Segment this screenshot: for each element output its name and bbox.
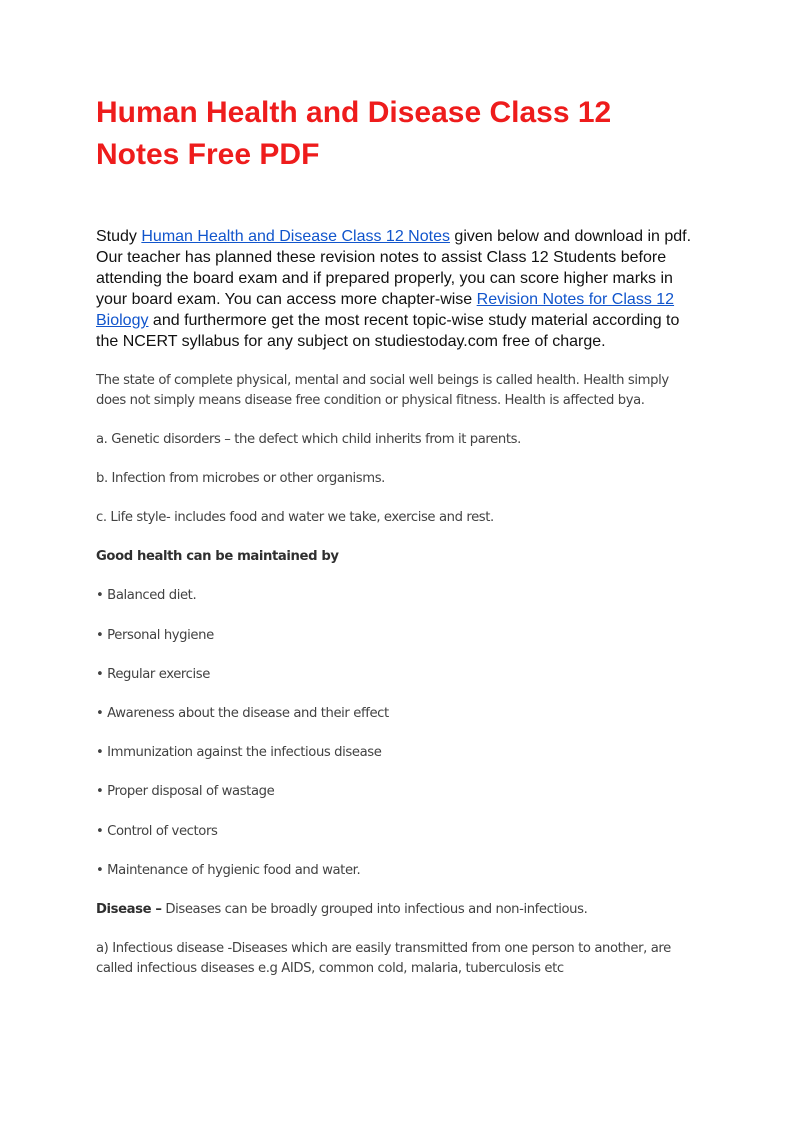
good-health-item: • Balanced diet.	[96, 588, 197, 604]
factor-item: b. Infection from microbes or other organisms.	[96, 470, 385, 486]
factor-item: a. Genetic disorders – the defect which child inherits from it parents.	[96, 431, 521, 447]
notes-body	[96, 371, 696, 978]
good-health-item: • Maintenance of hygienic food and water.	[96, 862, 361, 878]
good-health-heading	[96, 547, 696, 567]
good-health-item: • Control of vectors	[96, 823, 218, 839]
disease-paragraph	[96, 900, 696, 920]
intro-text-2: given below and download in pdf. Our teacher has planned these revision notes to assist Class 12 Students before attending the board exam and if prepared properly, you can score higher marks in your board exam. You can access more chapter-wise	[96, 228, 692, 308]
page-title: Human Health and Disease Class 12 Notes Free PDF	[96, 96, 612, 171]
good-health-item: • Personal hygiene	[96, 627, 214, 643]
intro-text-3: and furthermore get the most recent topic-wise study material according to the NCERT syllabus for any subject on studiestoday.com free of charge.	[96, 312, 680, 350]
good-health-item: • Regular exercise	[96, 666, 210, 682]
infectious-disease-paragraph: a) Infectious disease -Diseases which are easily transmitted from one person to another, are called infectious diseases e.g AIDS, common cold, malaria, tuberculosis etc	[96, 941, 671, 976]
good-health-item: • Proper disposal of wastage	[96, 784, 275, 800]
good-health-heading-text: Good health can be maintained by	[96, 549, 339, 565]
page-content	[96, 92, 696, 998]
disease-label: Disease –	[96, 901, 162, 917]
factor-item: c. Life style- includes food and water we take, exercise and rest.	[96, 510, 494, 526]
good-health-item: • Awareness about the disease and their effect	[96, 706, 389, 721]
intro-text-1: Study	[96, 228, 142, 245]
revision-notes-biology-link[interactable]: Revision Notes for Class 12 Biology	[96, 291, 675, 329]
disease-text: Diseases can be broadly grouped into infectious and non-infectious.	[161, 901, 588, 917]
intro-paragraph	[96, 226, 696, 352]
good-health-item: • Immunization against the infectious disease	[96, 745, 382, 761]
human-health-notes-link[interactable]: Human Health and Disease Class 12 Notes	[141, 228, 450, 245]
health-definition-paragraph: The state of complete physical, mental and social well beings is called health. Health simply does not simply means disease free condition or physical fitness. Health is affected bya.	[96, 373, 669, 408]
